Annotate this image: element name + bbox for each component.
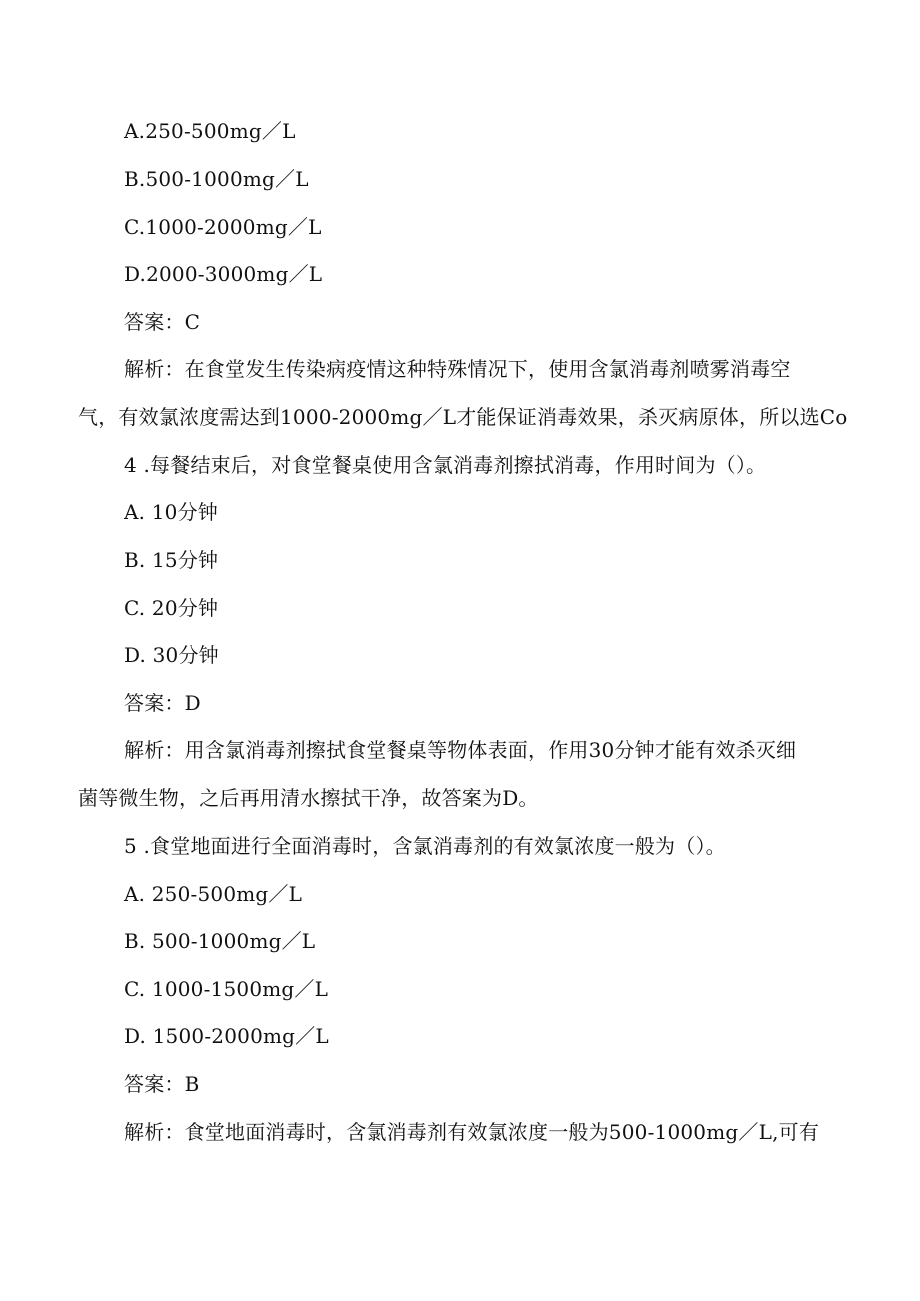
q4-question: 4 .每餐结束后，对食堂餐桌使用含氯消毒剂擦拭消毒，作用时间为（）。 xyxy=(124,453,767,477)
q4-answer: 答案：D xyxy=(124,691,201,715)
q4-analysis-line-2: 菌等微生物，之后再用清水擦拭干净，故答案为D。 xyxy=(78,786,539,810)
q4-option-b: B. 15分钟 xyxy=(124,548,219,572)
q5-analysis-line-1: 解析：食堂地面消毒时，含氯消毒剂有效氯浓度一般为500-1000mg／L,可有 xyxy=(124,1120,820,1144)
q3-option-b: B.500-1000mg／L xyxy=(124,167,309,191)
q3-option-d: D.2000-3000mg／L xyxy=(124,262,323,286)
q3-analysis-line-2: 气，有效氯浓度需达到1000-2000mg／L才能保证消毒效果，杀灭病原体，所以选Co xyxy=(78,405,848,429)
q5-answer: 答案：B xyxy=(124,1072,200,1096)
q5-option-b: B. 500-1000mg／L xyxy=(124,929,316,953)
q3-option-a: A.250-500mg／L xyxy=(124,119,296,143)
q4-option-d: D. 30分钟 xyxy=(124,643,219,667)
q3-option-c: C.1000-2000mg／L xyxy=(124,215,322,239)
q3-answer: 答案：C xyxy=(124,310,201,334)
q3-analysis-line-1: 解析：在食堂发生传染病疫情这种特殊情况下，使用含氯消毒剂喷雾消毒空 xyxy=(124,357,791,381)
q4-analysis-line-1: 解析：用含氯消毒剂擦拭食堂餐桌等物体表面，作用30分钟才能有效杀灭细 xyxy=(124,738,797,762)
q5-option-a: A. 250-500mg／L xyxy=(124,882,303,906)
q4-option-c: C. 20分钟 xyxy=(124,596,219,620)
q5-question: 5 .食堂地面进行全面消毒时，含氯消毒剂的有效氯浓度一般为（）。 xyxy=(124,834,726,858)
q4-option-a: A. 10分钟 xyxy=(124,500,219,524)
q5-option-c: C. 1000-1500mg／L xyxy=(124,977,329,1001)
q5-option-d: D. 1500-2000mg／L xyxy=(124,1024,329,1048)
